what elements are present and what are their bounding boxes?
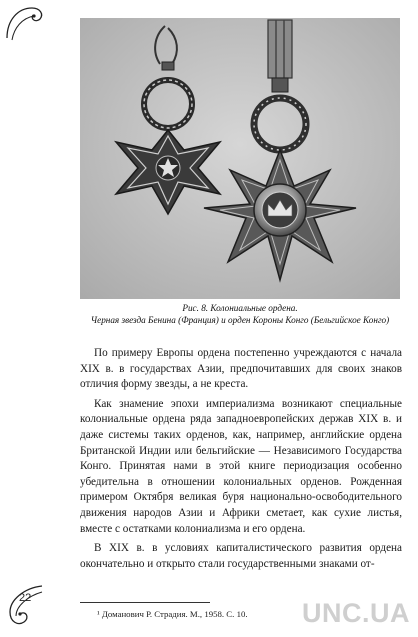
paragraph: По примеру Европы ордена постепенно учреждаются с начала XIX в. в государствах Азии, предпочитавших для своих знаков отличия форму звезды, а не креста. [80, 347, 402, 391]
main-text [80, 346, 402, 572]
page-number: 22 [19, 592, 32, 604]
caption-description: Черная звезда Бенина (Франция) и орден Короны Конго (Бельгийское Конго) [90, 315, 390, 325]
figure-caption [72, 302, 408, 326]
paragraph: Как знамение эпохи империализма возникают специальные колониальные ордена ряда западноевропейских держав XIX в. и даже системы таких орденов, как, например, английские ордена Британской Индии или бельгийские — Независимого Государства Конго. Принятая нами в этой книге периодизация особенно убедительна в отношении колониальных орденов. Рожденная примером Октября великая буря национально-освободительного движения народов Азии и Африки сметает, как сухие листья, вместе с остатками колониализма и его ордена. [80, 397, 402, 535]
watermark: UNC.UA [302, 598, 410, 628]
paragraph: В XIX в. в условиях капиталистического развития ордена окончательно и открыто стали государственными знаками от- [80, 542, 402, 570]
footnote: ¹ Доманович Р. Страдия. М., 1958. С. 10. [97, 609, 248, 619]
footnote-divider [80, 602, 210, 603]
ornament-flourish-icon [2, 582, 46, 628]
medals-photo [80, 18, 400, 299]
caption-title: Рис. 8. Колониальные ордена. [182, 303, 298, 313]
ornament-flourish-icon [4, 2, 48, 42]
